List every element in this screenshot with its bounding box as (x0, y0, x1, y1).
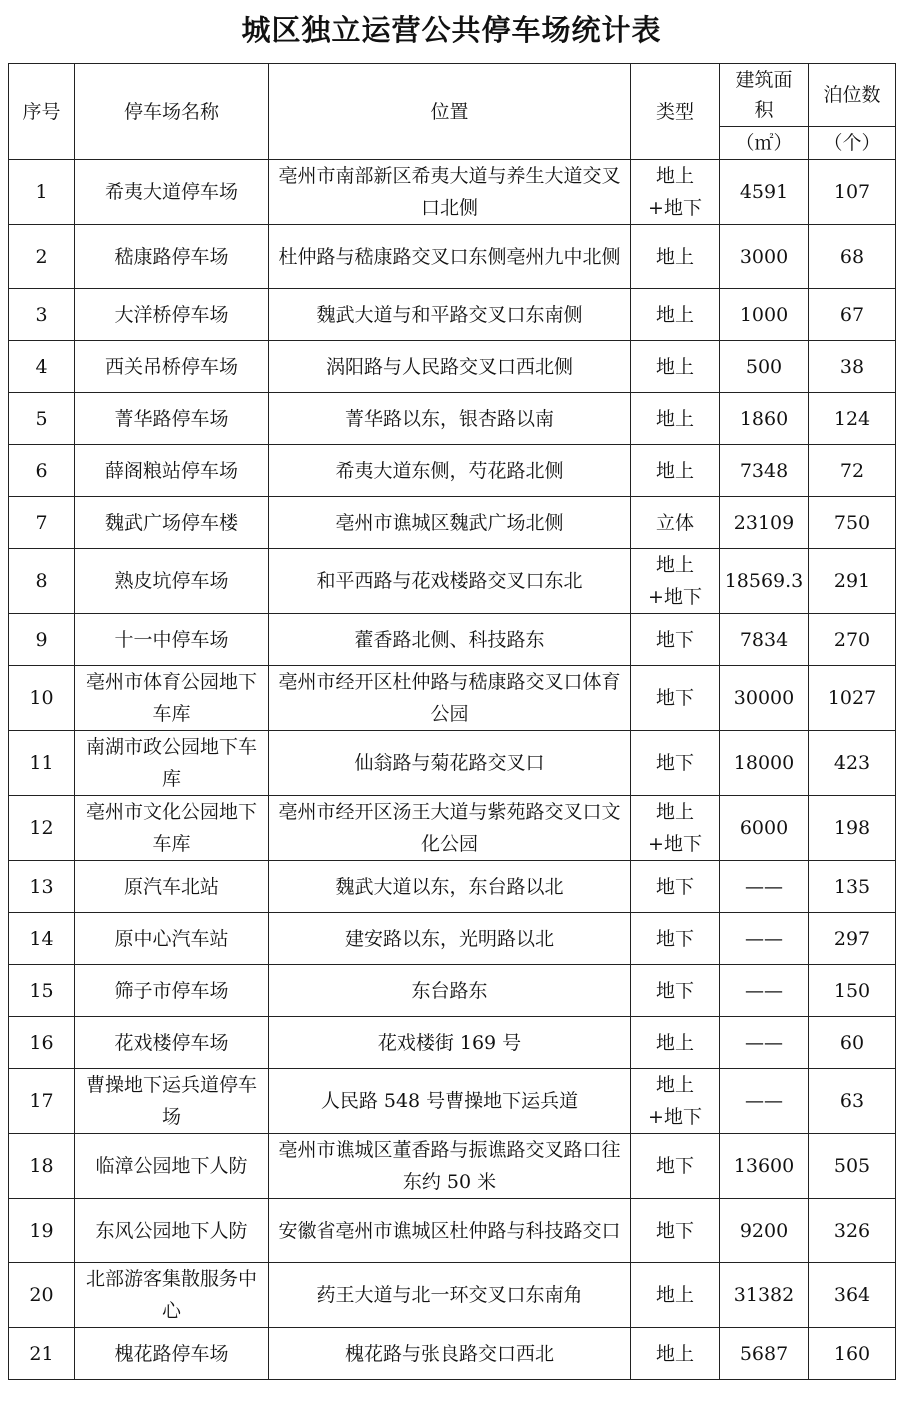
row-spaces-cell: 135 (809, 861, 896, 913)
row-index-cell: 18 (9, 1134, 75, 1199)
row-spaces-cell: 750 (809, 497, 896, 549)
row-name-cell: 槐花路停车场 (75, 1328, 269, 1380)
row-name-cell: 筛子市停车场 (75, 965, 269, 1017)
row-spaces-cell: 198 (809, 796, 896, 861)
row-index-cell: 1 (9, 160, 75, 225)
row-location-cell: 和平西路与花戏楼路交叉口东北 (269, 549, 631, 614)
table-row (9, 1134, 896, 1199)
row-location-cell: 东台路东 (269, 965, 631, 1017)
parking-statistics-table (8, 63, 896, 1380)
row-index-cell: 6 (9, 445, 75, 497)
page-title: 城区独立运营公共停车场统计表 (241, 13, 662, 47)
row-area-cell: 6000 (720, 796, 809, 861)
row-type-cell: 地上 (631, 225, 720, 289)
row-spaces-cell: 291 (809, 549, 896, 614)
row-type-cell: 地下 (631, 913, 720, 965)
row-spaces-cell: 67 (809, 289, 896, 341)
row-type-cell: 地上 (631, 1017, 720, 1069)
row-spaces-cell: 1027 (809, 666, 896, 731)
row-index-cell: 5 (9, 393, 75, 445)
row-type-cell: 地上 (631, 1328, 720, 1380)
row-area-cell: 31382 (720, 1263, 809, 1328)
row-type-cell: 地下 (631, 861, 720, 913)
row-name-cell: 南湖市政公园地下车库 (75, 731, 269, 796)
row-index-cell: 2 (9, 225, 75, 289)
table-row (9, 614, 896, 666)
row-type-cell: 地下 (631, 1199, 720, 1263)
header-index: 序号 (9, 64, 75, 160)
row-index-cell: 4 (9, 341, 75, 393)
table-row (9, 1069, 896, 1134)
table-row (9, 913, 896, 965)
row-spaces-cell: 63 (809, 1069, 896, 1134)
row-name-cell: 薛阁粮站停车场 (75, 445, 269, 497)
row-spaces-cell: 68 (809, 225, 896, 289)
row-location-cell: 亳州市谯城区魏武广场北侧 (269, 497, 631, 549)
row-type-cell: 立体 (631, 497, 720, 549)
row-area-cell: 30000 (720, 666, 809, 731)
table-row (9, 796, 896, 861)
row-location-cell: 安徽省亳州市谯城区杜仲路与科技路交口 (269, 1199, 631, 1263)
row-index-cell: 15 (9, 965, 75, 1017)
table-row (9, 225, 896, 289)
row-location-cell: 人民路 548 号曹操地下运兵道 (269, 1069, 631, 1134)
row-spaces-cell: 160 (809, 1328, 896, 1380)
row-area-cell: 18000 (720, 731, 809, 796)
row-type-cell: 地下 (631, 731, 720, 796)
row-type-cell: 地上+地下 (631, 549, 720, 614)
row-spaces-cell: 364 (809, 1263, 896, 1328)
header-name: 停车场名称 (75, 64, 269, 160)
row-location-cell: 藿香路北侧、科技路东 (269, 614, 631, 666)
row-index-cell: 8 (9, 549, 75, 614)
row-name-cell: 曹操地下运兵道停车场 (75, 1069, 269, 1134)
row-type-cell: 地上+地下 (631, 796, 720, 861)
row-name-cell: 临漳公园地下人防 (75, 1134, 269, 1199)
row-index-cell: 14 (9, 913, 75, 965)
row-type-cell: 地上 (631, 341, 720, 393)
row-name-cell: 亳州市文化公园地下车库 (75, 796, 269, 861)
row-spaces-cell: 38 (809, 341, 896, 393)
table-row (9, 393, 896, 445)
table-body (9, 160, 896, 1380)
row-spaces-cell: 107 (809, 160, 896, 225)
row-location-cell: 希夷大道东侧，芍花路北侧 (269, 445, 631, 497)
header-location: 位置 (269, 64, 631, 160)
row-name-cell: 十一中停车场 (75, 614, 269, 666)
row-spaces-cell: 124 (809, 393, 896, 445)
row-name-cell: 原汽车北站 (75, 861, 269, 913)
row-name-cell: 嵇康路停车场 (75, 225, 269, 289)
row-spaces-cell: 270 (809, 614, 896, 666)
row-index-cell: 9 (9, 614, 75, 666)
row-area-cell: 5687 (720, 1328, 809, 1380)
row-location-cell: 建安路以东，光明路以北 (269, 913, 631, 965)
row-name-cell: 大洋桥停车场 (75, 289, 269, 341)
row-spaces-cell: 72 (809, 445, 896, 497)
row-name-cell: 西关吊桥停车场 (75, 341, 269, 393)
table-row (9, 497, 896, 549)
row-index-cell: 17 (9, 1069, 75, 1134)
row-index-cell: 21 (9, 1328, 75, 1380)
row-type-cell: 地上 (631, 445, 720, 497)
row-type-cell: 地上 (631, 393, 720, 445)
table-row (9, 1199, 896, 1263)
table-row (9, 731, 896, 796)
header-area: 建筑面积 (720, 64, 809, 127)
row-index-cell: 13 (9, 861, 75, 913)
table-row (9, 445, 896, 497)
row-area-cell: 3000 (720, 225, 809, 289)
table-row (9, 549, 896, 614)
table-row (9, 1017, 896, 1069)
table-row (9, 1263, 896, 1328)
row-area-cell: 1860 (720, 393, 809, 445)
row-type-cell: 地下 (631, 965, 720, 1017)
row-location-cell: 药王大道与北一环交叉口东南角 (269, 1263, 631, 1328)
row-name-cell: 原中心汽车站 (75, 913, 269, 965)
table-row (9, 666, 896, 731)
table-row (9, 341, 896, 393)
row-area-cell: —— (720, 913, 809, 965)
row-area-cell: 4591 (720, 160, 809, 225)
row-type-cell: 地下 (631, 666, 720, 731)
row-area-cell: 1000 (720, 289, 809, 341)
row-name-cell: 希夷大道停车场 (75, 160, 269, 225)
row-index-cell: 7 (9, 497, 75, 549)
row-spaces-cell: 326 (809, 1199, 896, 1263)
row-location-cell: 亳州市谯城区董香路与振谯路交叉路口往东约 50 米 (269, 1134, 631, 1199)
row-spaces-cell: 60 (809, 1017, 896, 1069)
row-location-cell: 亳州市经开区汤王大道与紫苑路交叉口文化公园 (269, 796, 631, 861)
row-location-cell: 槐花路与张良路交口西北 (269, 1328, 631, 1380)
row-spaces-cell: 505 (809, 1134, 896, 1199)
row-type-cell: 地上+地下 (631, 1069, 720, 1134)
header-spaces: 泊位数 (809, 64, 896, 127)
row-index-cell: 12 (9, 796, 75, 861)
table-row (9, 160, 896, 225)
header-type: 类型 (631, 64, 720, 160)
row-index-cell: 10 (9, 666, 75, 731)
table-row (9, 289, 896, 341)
row-name-cell: 亳州市体育公园地下车库 (75, 666, 269, 731)
row-type-cell: 地上+地下 (631, 160, 720, 225)
row-index-cell: 11 (9, 731, 75, 796)
table-row (9, 965, 896, 1017)
table-row (9, 861, 896, 913)
header-spaces-unit: （个） (809, 127, 896, 160)
table-header (9, 64, 896, 160)
row-area-cell: —— (720, 1017, 809, 1069)
row-area-cell: 500 (720, 341, 809, 393)
row-area-cell: —— (720, 861, 809, 913)
row-spaces-cell: 150 (809, 965, 896, 1017)
row-area-cell: 18569.3 (720, 549, 809, 614)
row-location-cell: 亳州市南部新区希夷大道与养生大道交叉口北侧 (269, 160, 631, 225)
row-name-cell: 菁华路停车场 (75, 393, 269, 445)
row-location-cell: 涡阳路与人民路交叉口西北侧 (269, 341, 631, 393)
row-index-cell: 16 (9, 1017, 75, 1069)
row-location-cell: 魏武大道与和平路交叉口东南侧 (269, 289, 631, 341)
row-area-cell: 9200 (720, 1199, 809, 1263)
row-spaces-cell: 297 (809, 913, 896, 965)
row-area-cell: —— (720, 1069, 809, 1134)
row-location-cell: 菁华路以东，银杏路以南 (269, 393, 631, 445)
header-area-unit: （㎡） (720, 127, 809, 160)
row-area-cell: 7348 (720, 445, 809, 497)
row-location-cell: 花戏楼街 169 号 (269, 1017, 631, 1069)
row-name-cell: 北部游客集散服务中心 (75, 1263, 269, 1328)
row-type-cell: 地上 (631, 1263, 720, 1328)
row-location-cell: 杜仲路与嵇康路交叉口东侧亳州九中北侧 (269, 225, 631, 289)
row-area-cell: 7834 (720, 614, 809, 666)
row-location-cell: 仙翁路与菊花路交叉口 (269, 731, 631, 796)
row-name-cell: 熟皮坑停车场 (75, 549, 269, 614)
row-type-cell: 地上 (631, 289, 720, 341)
row-type-cell: 地下 (631, 1134, 720, 1199)
row-index-cell: 20 (9, 1263, 75, 1328)
row-area-cell: 13600 (720, 1134, 809, 1199)
row-location-cell: 亳州市经开区杜仲路与嵇康路交叉口体育公园 (269, 666, 631, 731)
row-name-cell: 花戏楼停车场 (75, 1017, 269, 1069)
row-index-cell: 19 (9, 1199, 75, 1263)
row-name-cell: 东风公园地下人防 (75, 1199, 269, 1263)
row-index-cell: 3 (9, 289, 75, 341)
row-name-cell: 魏武广场停车楼 (75, 497, 269, 549)
row-spaces-cell: 423 (809, 731, 896, 796)
row-location-cell: 魏武大道以东，东台路以北 (269, 861, 631, 913)
row-type-cell: 地下 (631, 614, 720, 666)
row-area-cell: 23109 (720, 497, 809, 549)
table-row (9, 1328, 896, 1380)
row-area-cell: —— (720, 965, 809, 1017)
